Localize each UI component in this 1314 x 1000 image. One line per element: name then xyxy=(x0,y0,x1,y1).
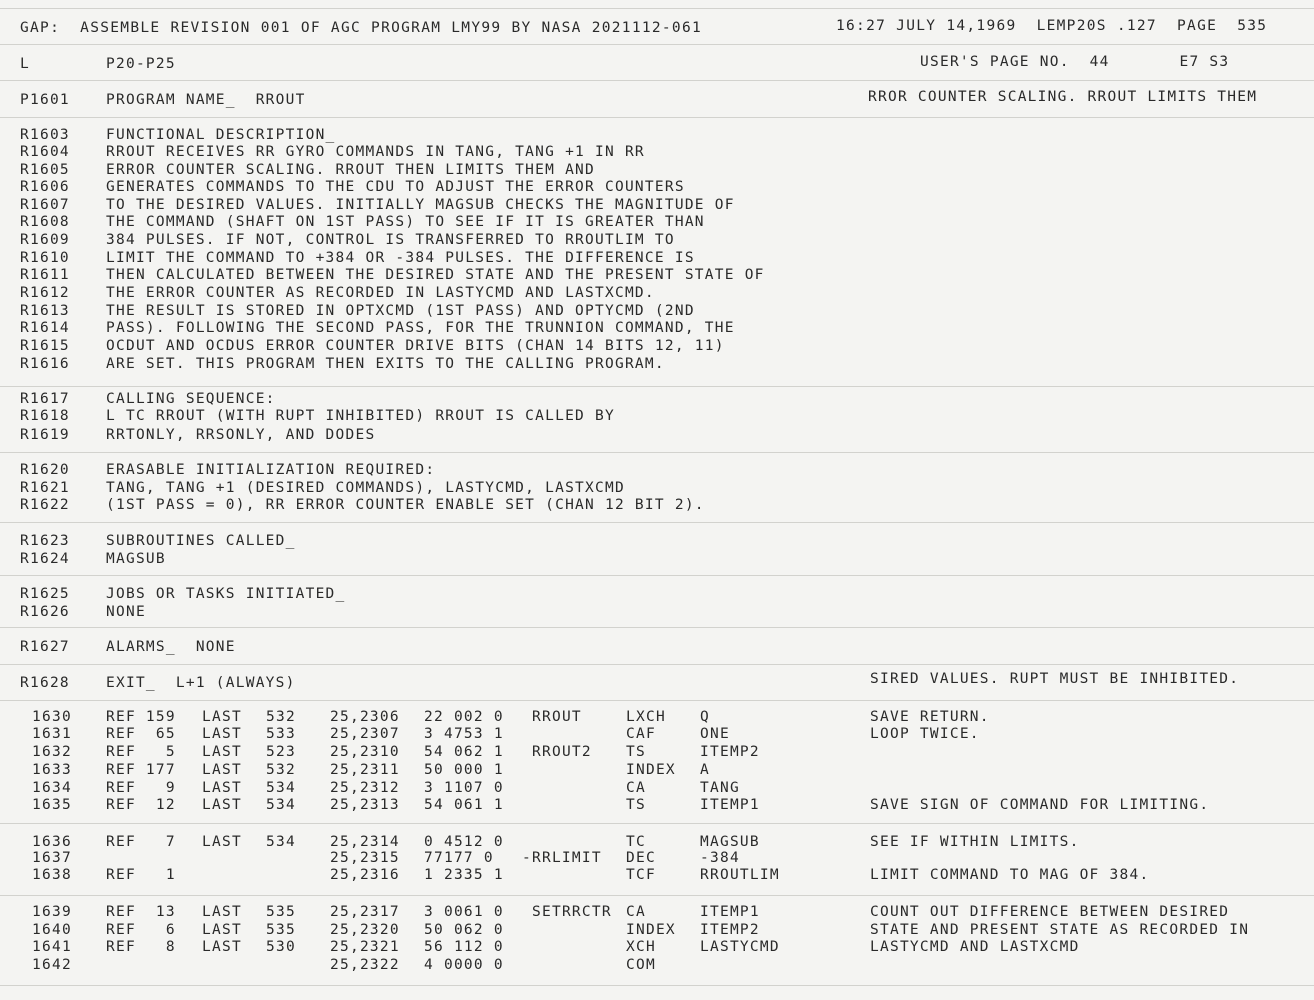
last-line: 534 xyxy=(266,834,296,850)
line-number: 1640 xyxy=(32,922,72,938)
ref-count: REF 7 xyxy=(106,834,176,850)
comment-line-text: ERROR COUNTER SCALING. RROUT THEN LIMITS THEM AND xyxy=(106,162,596,178)
octal-word: 54 061 1 xyxy=(424,797,504,813)
opcode: DEC xyxy=(626,850,656,866)
comment-line-text: TANG, TANG +1 (DESIRED COMMANDS), LASTYCMD, LASTXCMD xyxy=(106,480,625,496)
log-section-letter: L xyxy=(20,56,30,72)
ref-count: REF 1 xyxy=(106,867,176,883)
last-line: 534 xyxy=(266,780,296,796)
comment-line-text: JOBS OR TASKS INITIATED_ xyxy=(106,586,346,602)
octal-word: 22 002 0 xyxy=(424,709,504,725)
operand: LASTYCMD xyxy=(700,939,780,955)
paper-rule xyxy=(0,664,1314,665)
paper-rule xyxy=(0,522,1314,523)
comment-line-id: R1609 xyxy=(20,232,70,248)
ref-count: REF 6 xyxy=(106,922,176,938)
last-line: 533 xyxy=(266,726,296,742)
line-number: 1630 xyxy=(32,709,72,725)
octal-word: 3 1107 0 xyxy=(424,780,504,796)
comment-line-text: PROGRAM NAME_ RROUT xyxy=(106,92,306,108)
opcode: CA xyxy=(626,904,646,920)
comment-line-text: THEN CALCULATED BETWEEN THE DESIRED STATE AND THE PRESENT STATE OF xyxy=(106,267,765,283)
operand: ITEMP1 xyxy=(700,904,760,920)
last-marker: LAST xyxy=(202,939,242,955)
comment-line-id: R1611 xyxy=(20,267,70,283)
comment-line-text: LIMIT THE COMMAND TO +384 OR -384 PULSES. THE DIFFERENCE IS xyxy=(106,250,695,266)
memory-address: 25,2313 xyxy=(330,797,400,813)
opcode: CAF xyxy=(626,726,656,742)
octal-word: 56 112 0 xyxy=(424,939,504,955)
memory-address: 25,2312 xyxy=(330,780,400,796)
last-line: 523 xyxy=(266,744,296,760)
comment-line-text: EXIT_ L+1 (ALWAYS) xyxy=(106,675,296,691)
octal-word: 1 2335 1 xyxy=(424,867,504,883)
memory-address: 25,2306 xyxy=(330,709,400,725)
last-marker: LAST xyxy=(202,922,242,938)
opcode: LXCH xyxy=(626,709,666,725)
operand: TANG xyxy=(700,780,740,796)
octal-word: 4 0000 0 xyxy=(424,957,504,973)
paper-rule xyxy=(0,117,1314,118)
ref-count: REF 65 xyxy=(106,726,176,742)
comment-line-text: PASS). FOLLOWING THE SECOND PASS, FOR THE TRUNNION COMMAND, THE xyxy=(106,320,735,336)
operand: RROUTLIM xyxy=(700,867,780,883)
comment-line-text: THE COMMAND (SHAFT ON 1ST PASS) TO SEE IF IT IS GREATER THAN xyxy=(106,214,705,230)
last-marker: LAST xyxy=(202,762,242,778)
comment-line-id: R1617 xyxy=(20,391,70,407)
comment-line-id: R1607 xyxy=(20,197,70,213)
comment-line-id: R1615 xyxy=(20,338,70,354)
last-marker: LAST xyxy=(202,709,242,725)
operand: ITEMP2 xyxy=(700,922,760,938)
right-comment-p1601: RROR COUNTER SCALING. RROUT LIMITS THEM xyxy=(868,89,1258,105)
memory-address: 25,2316 xyxy=(330,867,400,883)
last-line: 532 xyxy=(266,709,296,725)
memory-address: 25,2317 xyxy=(330,904,400,920)
memory-address: 25,2307 xyxy=(330,726,400,742)
ref-count: REF 5 xyxy=(106,744,176,760)
line-number: 1641 xyxy=(32,939,72,955)
memory-address: 25,2322 xyxy=(330,957,400,973)
operand: Q xyxy=(700,709,710,725)
opcode: TCF xyxy=(626,867,656,883)
comment-line-text: SUBROUTINES CALLED_ xyxy=(106,533,296,549)
comment-line-text: ERASABLE INITIALIZATION REQUIRED: xyxy=(106,462,436,478)
comment-line-id: R1610 xyxy=(20,250,70,266)
memory-address: 25,2314 xyxy=(330,834,400,850)
symbol-label: SETRRCTR xyxy=(532,904,612,920)
last-line: 535 xyxy=(266,922,296,938)
code-comment: LOOP TWICE. xyxy=(870,726,980,742)
code-comment: STATE AND PRESENT STATE AS RECORDED IN xyxy=(870,922,1250,938)
paper-rule xyxy=(0,386,1314,387)
last-marker: LAST xyxy=(202,780,242,796)
comment-line-text: THE ERROR COUNTER AS RECORDED IN LASTYCMD AND LASTXCMD. xyxy=(106,285,655,301)
comment-line-text: 384 PULSES. IF NOT, CONTROL IS TRANSFERRED TO RROUTLIM TO xyxy=(106,232,675,248)
octal-word: 54 062 1 xyxy=(424,744,504,760)
code-comment: LIMIT COMMAND TO MAG OF 384. xyxy=(870,867,1150,883)
log-section-title: P20-P25 xyxy=(106,56,176,72)
last-line: 532 xyxy=(266,762,296,778)
line-number: 1637 xyxy=(32,850,72,866)
opcode: TC xyxy=(626,834,646,850)
octal-word: 3 4753 1 xyxy=(424,726,504,742)
last-line: 534 xyxy=(266,797,296,813)
operand: MAGSUB xyxy=(700,834,760,850)
comment-line-id: R1622 xyxy=(20,497,70,513)
line-number: 1642 xyxy=(32,957,72,973)
opcode: INDEX xyxy=(626,762,676,778)
opcode: TS xyxy=(626,797,646,813)
opcode: XCH xyxy=(626,939,656,955)
code-comment: COUNT OUT DIFFERENCE BETWEEN DESIRED xyxy=(870,904,1230,920)
comment-line-text: GENERATES COMMANDS TO THE CDU TO ADJUST THE ERROR COUNTERS xyxy=(106,179,685,195)
comment-line-id: R1626 xyxy=(20,604,70,620)
comment-line-text: L TC RROUT (WITH RUPT INHIBITED) RROUT IS CALLED BY xyxy=(106,408,615,424)
symbol-label: RROUT2 xyxy=(532,744,592,760)
right-comment-r1628: SIRED VALUES. RUPT MUST BE INHIBITED. xyxy=(870,671,1240,687)
octal-word: 77177 0 xyxy=(424,850,494,866)
comment-line-text: ARE SET. THIS PROGRAM THEN EXITS TO THE CALLING PROGRAM. xyxy=(106,356,665,372)
last-line: 530 xyxy=(266,939,296,955)
comment-line-id: R1613 xyxy=(20,303,70,319)
ref-count: REF 12 xyxy=(106,797,176,813)
operand: -384 xyxy=(700,850,740,866)
comment-line-id: R1603 xyxy=(20,127,70,143)
paper-rule xyxy=(0,700,1314,701)
comment-line-text: ALARMS_ NONE xyxy=(106,639,236,655)
comment-line-text: FUNCTIONAL DESCRIPTION_ xyxy=(106,127,336,143)
last-marker: LAST xyxy=(202,904,242,920)
opcode: CA xyxy=(626,780,646,796)
last-marker: LAST xyxy=(202,797,242,813)
operand: ITEMP1 xyxy=(700,797,760,813)
ref-count: REF 9 xyxy=(106,780,176,796)
operand: A xyxy=(700,762,710,778)
paper-rule xyxy=(0,823,1314,824)
line-number: 1633 xyxy=(32,762,72,778)
comment-line-id: P1601 xyxy=(20,92,70,108)
comment-line-text: (1ST PASS = 0), RR ERROR COUNTER ENABLE SET (CHAN 12 BIT 2). xyxy=(106,497,705,513)
memory-address: 25,2321 xyxy=(330,939,400,955)
ref-count: REF 159 xyxy=(106,709,176,725)
code-comment: SAVE RETURN. xyxy=(870,709,990,725)
last-marker: LAST xyxy=(202,744,242,760)
comment-line-text: TO THE DESIRED VALUES. INITIALLY MAGSUB CHECKS THE MAGNITUDE OF xyxy=(106,197,735,213)
comment-line-text: OCDUT AND OCDUS ERROR COUNTER DRIVE BITS (CHAN 14 BITS 12, 11) xyxy=(106,338,725,354)
comment-line-id: R1623 xyxy=(20,533,70,549)
comment-line-id: R1618 xyxy=(20,408,70,424)
symbol-label: -RRLIMIT xyxy=(522,850,602,866)
last-line: 535 xyxy=(266,904,296,920)
comment-line-id: R1604 xyxy=(20,144,70,160)
opcode: INDEX xyxy=(626,922,676,938)
ref-count: REF 8 xyxy=(106,939,176,955)
octal-word: 50 000 1 xyxy=(424,762,504,778)
memory-address: 25,2310 xyxy=(330,744,400,760)
assembly-header: GAP: ASSEMBLE REVISION 001 OF AGC PROGRAM LMY99 BY NASA 2021112-061 xyxy=(20,20,703,36)
code-comment: LASTYCMD AND LASTXCMD xyxy=(870,939,1080,955)
code-comment: SAVE SIGN OF COMMAND FOR LIMITING. xyxy=(870,797,1210,813)
comment-line-id: R1625 xyxy=(20,586,70,602)
comment-line-text: MAGSUB xyxy=(106,551,166,567)
octal-word: 0 4512 0 xyxy=(424,834,504,850)
line-number: 1631 xyxy=(32,726,72,742)
comment-line-id: R1628 xyxy=(20,675,70,691)
comment-line-id: R1606 xyxy=(20,179,70,195)
memory-address: 25,2320 xyxy=(330,922,400,938)
opcode: COM xyxy=(626,957,656,973)
paper-rule xyxy=(0,895,1314,896)
date-page-header: 16:27 JULY 14,1969 LEMP20S .127 PAGE 535 xyxy=(836,18,1268,34)
comment-line-id: R1619 xyxy=(20,427,70,443)
line-number: 1638 xyxy=(32,867,72,883)
comment-line-id: R1605 xyxy=(20,162,70,178)
paper-rule xyxy=(0,8,1314,9)
comment-line-text: RRTONLY, RRSONLY, AND DODES xyxy=(106,427,376,443)
code-comment: SEE IF WITHIN LIMITS. xyxy=(870,834,1080,850)
line-number: 1639 xyxy=(32,904,72,920)
comment-line-text: CALLING SEQUENCE: xyxy=(106,391,276,407)
comment-line-text: RROUT RECEIVES RR GYRO COMMANDS IN TANG, TANG +1 IN RR xyxy=(106,144,645,160)
ref-count: REF 13 xyxy=(106,904,176,920)
line-number: 1634 xyxy=(32,780,72,796)
comment-line-text: NONE xyxy=(106,604,146,620)
comment-line-id: R1627 xyxy=(20,639,70,655)
paper-rule xyxy=(0,80,1314,81)
comment-line-id: R1608 xyxy=(20,214,70,230)
last-marker: LAST xyxy=(202,726,242,742)
operand: ITEMP2 xyxy=(700,744,760,760)
line-number: 1636 xyxy=(32,834,72,850)
octal-word: 3 0061 0 xyxy=(424,904,504,920)
paper-rule xyxy=(0,575,1314,576)
last-marker: LAST xyxy=(202,834,242,850)
comment-line-id: R1620 xyxy=(20,462,70,478)
paper-rule xyxy=(0,985,1314,986)
line-number: 1635 xyxy=(32,797,72,813)
memory-address: 25,2311 xyxy=(330,762,400,778)
paper-rule xyxy=(0,452,1314,453)
paper-rule xyxy=(0,627,1314,628)
comment-line-text: THE RESULT IS STORED IN OPTXCMD (1ST PASS) AND OPTYCMD (2ND xyxy=(106,303,695,319)
users-page-number: USER'S PAGE NO. 44 E7 S3 xyxy=(920,54,1230,70)
comment-line-id: R1612 xyxy=(20,285,70,301)
octal-word: 50 062 0 xyxy=(424,922,504,938)
symbol-label: RROUT xyxy=(532,709,582,725)
comment-line-id: R1616 xyxy=(20,356,70,372)
comment-line-id: R1624 xyxy=(20,551,70,567)
ref-count: REF 177 xyxy=(106,762,176,778)
line-number: 1632 xyxy=(32,744,72,760)
comment-line-id: R1621 xyxy=(20,480,70,496)
paper-rule xyxy=(0,44,1314,45)
memory-address: 25,2315 xyxy=(330,850,400,866)
comment-line-id: R1614 xyxy=(20,320,70,336)
operand: ONE xyxy=(700,726,730,742)
opcode: TS xyxy=(626,744,646,760)
